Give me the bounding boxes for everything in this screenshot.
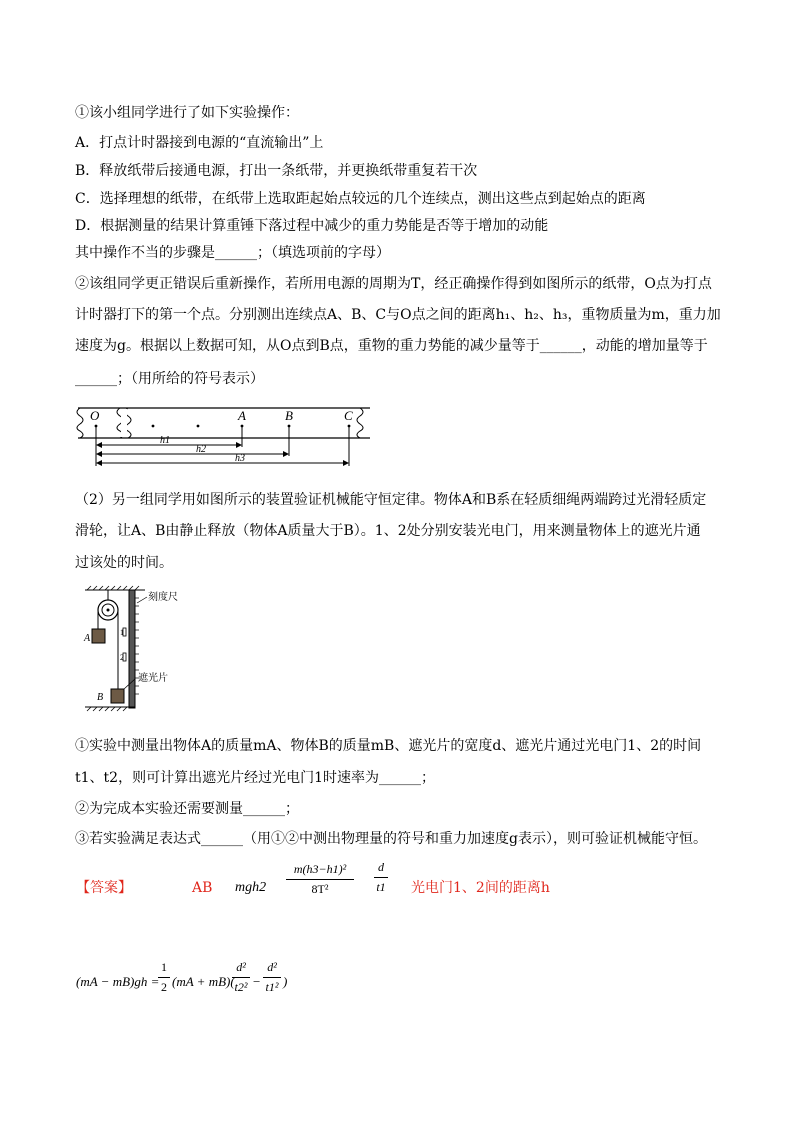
q2-line2: 计时器打下的第一个点。分别测出连续点A、B、C与O点之间的距离h₁、h₂、h₃，重物质量为m，重力加 bbox=[75, 307, 721, 323]
q2-line1: ②该组同学更正错误后重新操作，若所用电源的周期为T，经正确操作得到如图所示的纸带，O点为打点 bbox=[75, 276, 712, 292]
answer-5: 光电门1、2间的距离h bbox=[411, 880, 550, 896]
eq-left: (mA − mB)gh = bbox=[76, 974, 160, 989]
part2-intro1: （2）另一组同学用如图所示的装置验证机械能守恒定律。物体A和B系在轻质细绳两端跨过光滑轻质定 bbox=[75, 492, 707, 508]
answer-4-denominator: t1 bbox=[376, 880, 386, 894]
answer-4-fraction bbox=[374, 860, 388, 895]
tape-dot-2 bbox=[197, 425, 200, 428]
part2-intro3: 过该处的时间。 bbox=[75, 555, 173, 571]
label-gate-2: 2 bbox=[120, 653, 124, 662]
part2-q1b: t1、t2，则可计算出遮光片经过光电门1时速率为______； bbox=[75, 770, 435, 786]
label-mass-b: B bbox=[97, 692, 104, 703]
label-gate-1: 1 bbox=[120, 628, 124, 637]
eq-mid: (mA + mB)( bbox=[172, 974, 235, 989]
q1-intro: ①该小组同学进行了如下实验操作： bbox=[75, 105, 299, 121]
answer-4-numerator: d bbox=[378, 860, 384, 874]
paper-tape-figure bbox=[72, 400, 372, 472]
tape-h1: h1 bbox=[160, 435, 170, 446]
tape-h2: h2 bbox=[196, 444, 206, 455]
answer-3-denominator: 8T² bbox=[311, 882, 329, 896]
answer-1: AB bbox=[192, 880, 213, 896]
eq-minus: − bbox=[253, 974, 261, 989]
eq-f2-den: t1² bbox=[265, 980, 279, 994]
answer-2: mgh2 bbox=[235, 880, 267, 895]
answer-label: 【答案】 bbox=[76, 880, 132, 896]
part2-intro2: 滑轮，让A、B由静止释放（物体A质量大于B）。1、2处分别安装光电门，用来测量物体上的遮光片通 bbox=[75, 523, 701, 539]
label-shutter: 遮光片 bbox=[138, 673, 168, 684]
eq-half-den: 2 bbox=[161, 980, 167, 994]
eq-end: ) bbox=[283, 974, 288, 989]
answer-3-fraction bbox=[286, 862, 354, 897]
tape-label-c: C bbox=[344, 408, 353, 423]
tape-h3: h3 bbox=[235, 453, 245, 464]
eq-half-num: 1 bbox=[161, 960, 167, 974]
answer-3-numerator: m(h3−h1)² bbox=[293, 862, 347, 876]
tape-dot-1 bbox=[152, 425, 155, 428]
part2-q1a: ①实验中测量出物体A的质量mA、物体B的质量mB、遮光片的宽度d、遮光片通过光电门1、2的时间 bbox=[75, 738, 702, 754]
part2-q2: ②为完成本实验还需要测量______； bbox=[75, 801, 299, 817]
q1-ask: 其中操作不当的步骤是______；（填选项前的字母） bbox=[75, 245, 390, 261]
part2-q3: ③若实验满足表达式______（用①②中测出物理量的符号和重力加速度g表示），则可验证机械能守恒。 bbox=[75, 831, 707, 847]
option-b: B．释放纸带后接通电源，打出一条纸带，并更换纸带重复若干次 bbox=[75, 163, 478, 179]
tape-label-b: B bbox=[285, 408, 293, 423]
eq-f1-num: d² bbox=[236, 960, 246, 974]
pulley-apparatus-figure bbox=[85, 583, 225, 718]
eq-f1-den: t2² bbox=[234, 980, 248, 994]
q2-line4: ______；（用所给的符号表示） bbox=[75, 371, 264, 387]
label-ruler: 刻度尺 bbox=[148, 592, 178, 603]
option-a: A．打点计时器接到电源的“直流输出”上 bbox=[75, 135, 324, 151]
option-c: C．选择理想的纸带，在纸带上选取距起始点较远的几个连续点，测出这些点到起始点的距离 bbox=[75, 191, 646, 207]
tape-label-o: O bbox=[90, 408, 100, 423]
eq-f2-num: d² bbox=[267, 960, 277, 974]
tape-label-a: A bbox=[238, 408, 246, 423]
option-d: D．根据测量的结果计算重锤下落过程中减少的重力势能是否等于增加的动能 bbox=[75, 218, 549, 234]
label-mass-a: A bbox=[84, 633, 91, 644]
q2-line3: 速度为g。根据以上数据可知，从O点到B点，重物的重力势能的减少量等于______，动能的增加量等于 bbox=[75, 338, 708, 354]
